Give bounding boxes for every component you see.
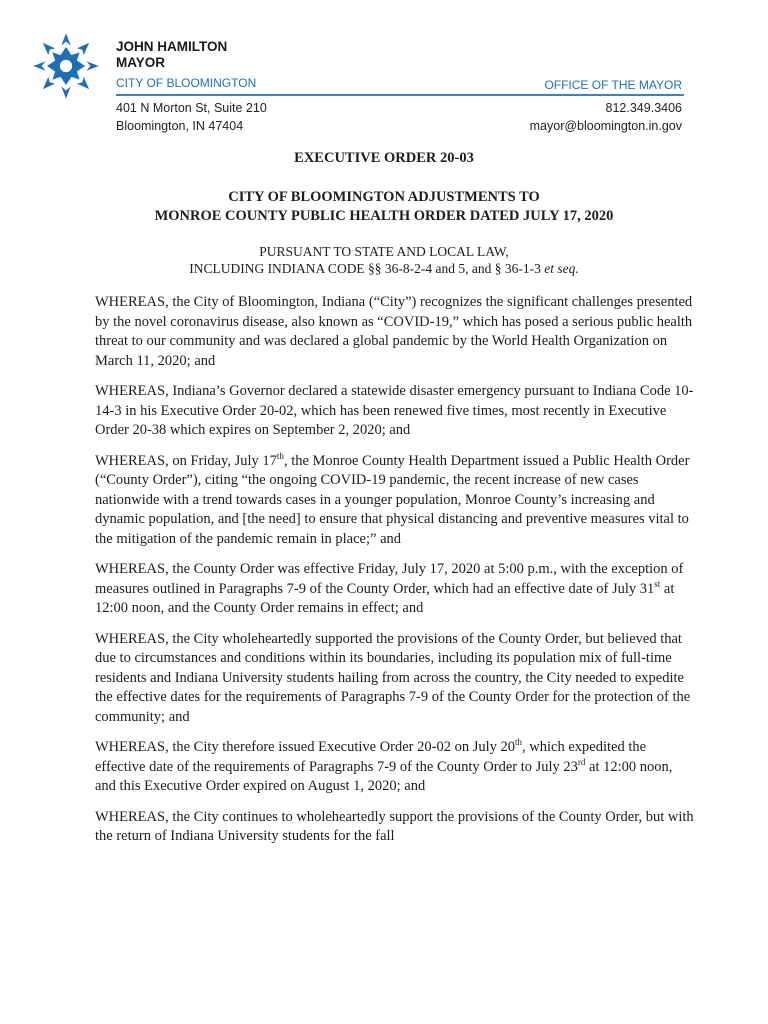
address-line-1: 401 N Morton St, Suite 210 [116, 101, 267, 115]
paragraph-6-text-a: WHEREAS, the City therefore issued Executive Order 20-02 on July 20 [95, 739, 516, 755]
paragraph-6-ordinal-2: rd [577, 756, 586, 767]
pursuant-statement [0, 243, 768, 277]
paragraph-3-text-b: , the Monroe County Health Department issued a Public Health Order (“County Order”), citing “the ongoing COVID-19 pandemic, the recent increase of new cases nationwide with a trend towards cases in a younger population, Monroe County’s increasing and dynamic population, and [the need] to ensure that physical distancing and preventive measures vital to the mitigation of the pandemic remain in place;” and [95, 452, 690, 547]
paragraph-3-ordinal: th [276, 450, 284, 461]
whereas-paragraph-6 [95, 738, 695, 797]
paragraph-4-ordinal: st [654, 578, 661, 589]
address-block [116, 99, 267, 135]
mayor-block [116, 39, 227, 71]
header-divider [116, 94, 684, 96]
paragraph-6-text-c: at 12:00 noon, and this Executive Order expired on August 1, 2020; and [95, 758, 673, 794]
pursuant-line-1: PURSUANT TO STATE AND LOCAL LAW, [259, 244, 509, 259]
contact-block [530, 99, 682, 135]
pursuant-code-text: INCLUDING INDIANA CODE §§ 36-8-2-4 and 5, and § 36-1-3 [189, 261, 545, 276]
document-body [95, 293, 695, 858]
pursuant-et-seq: et seq. [544, 261, 579, 276]
paragraph-4-text-b: at 12:00 noon, and the County Order remains in effect; and [95, 580, 675, 616]
whereas-paragraph-3 [95, 452, 695, 550]
order-title: EXECUTIVE ORDER 20-03 [294, 150, 474, 166]
subtitle-line-2: MONROE COUNTY PUBLIC HEALTH ORDER DATED JULY 17, 2020 [154, 208, 614, 224]
city-logo-icon [32, 32, 100, 100]
whereas-paragraph-2: WHEREAS, Indiana’s Governor declared a statewide disaster emergency pursuant to Indiana Code 10-14-3 in his Executive Order 20-02, which has been renewed five times, most recently in Executive Order 20-38 which expires on September 2, 2020; and [95, 383, 694, 438]
phone-number: 812.349.3406 [605, 101, 682, 115]
subtitle-line-1: CITY OF BLOOMINGTON ADJUSTMENTS TO [228, 189, 540, 205]
address-line-2: Bloomington, IN 47404 [116, 119, 244, 133]
pursuant-line-2 [0, 260, 768, 277]
whereas-paragraph-4 [95, 560, 695, 619]
office-name: OFFICE OF THE MAYOR [544, 78, 682, 92]
paragraph-3-text-a: WHEREAS, on Friday, July 17 [95, 452, 277, 469]
paragraph-6-text-b: , which expedited the effective date of the requirements of Paragraphs 7-9 of the County Order to July 23 [95, 739, 647, 775]
paragraph-4-text-a: WHEREAS, the County Order was effective Friday, July 17, 2020 at 5:00 p.m., with the exception of measures outlined in Paragraphs 7-9 of the County Order, which had an effective date of July 31 [95, 561, 684, 597]
whereas-paragraph-1: WHEREAS, the City of Bloomington, Indiana (“City”) recognizes the significant challenges presented by the novel coronavirus disease, also known as “COVID-19,” which has posed a serious public health threat to our community and was declared a global pandemic by the World Health Organization on March 11, 2020; and [95, 294, 693, 369]
mayor-title: MAYOR [116, 55, 166, 70]
whereas-paragraph-7: WHEREAS, the City continues to wholeheartedly support the provisions of the County Order, but with the return of Indiana University students for the fall [95, 808, 694, 844]
mayor-name: JOHN HAMILTON [116, 39, 228, 54]
whereas-paragraph-5: WHEREAS, the City wholeheartedly supported the provisions of the County Order, but believed that due to circumstances and conditions within its boundaries, including its population mix of full-time residents and Indiana University students hailing from across the country, the City needed to expedite the effective dates for the requirements of Paragraphs 7-9 of the County Order for the protection of the community; and [95, 630, 691, 725]
city-name: CITY OF BLOOMINGTON [116, 76, 257, 90]
email-address: mayor@bloomington.in.gov [529, 119, 682, 133]
order-subtitle [0, 188, 768, 226]
paragraph-6-ordinal-1: th [515, 737, 523, 748]
